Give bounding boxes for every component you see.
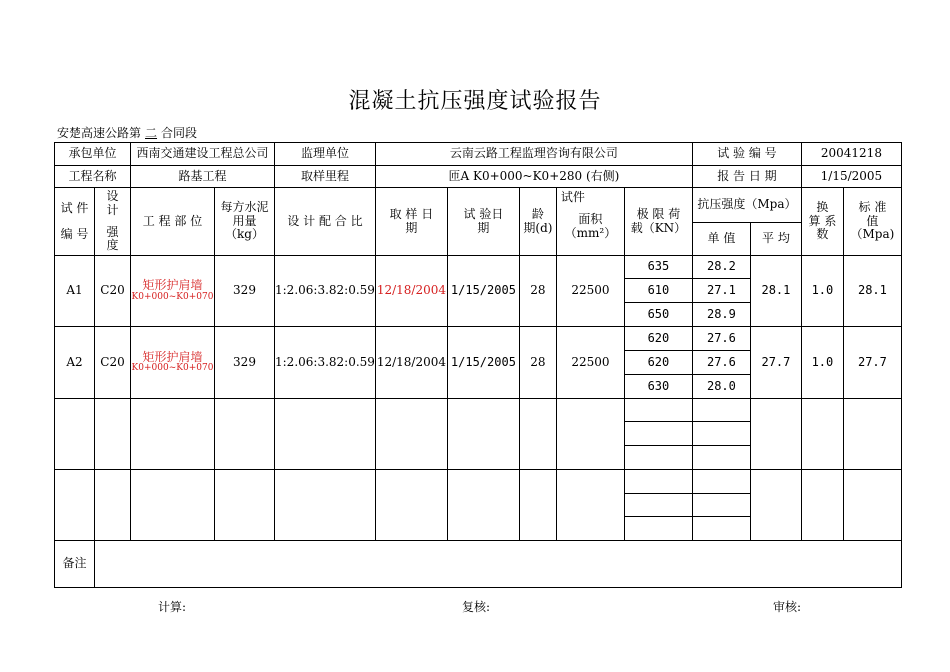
report-date-label: 报 告 日 期 (692, 166, 801, 188)
table-row (55, 256, 902, 279)
audit-signature-label: 审核: (773, 600, 802, 614)
load-value: 635 (624, 256, 692, 279)
specimen-no-header (55, 188, 95, 256)
sampling-value: 匝A K0+000~K0+280 (右侧) (375, 166, 692, 188)
empty-cell (447, 399, 519, 470)
load-h2: 载（KN） (630, 220, 687, 235)
design-strength-h4: 度 (106, 238, 119, 253)
cement-h2: 用量 (232, 213, 257, 228)
single-value: 27.1 (692, 279, 750, 303)
std-value: 28.1 (843, 256, 901, 327)
std-h1: 标 准 (858, 199, 887, 214)
load-header (624, 188, 692, 256)
single-header: 单 值 (692, 223, 750, 256)
empty-cell (750, 399, 801, 470)
project-value: 路基工程 (131, 166, 275, 188)
std-h3: （Mpa) (850, 227, 895, 242)
specimen-no-header-line1: 试 件 (60, 200, 89, 215)
design-strength-h2: 计 (106, 202, 119, 217)
std-h2: 值 (866, 213, 879, 228)
empty-cell (215, 470, 275, 541)
sample-date-h1: 取 样 日 (389, 206, 434, 221)
single-value: 27.6 (692, 327, 750, 351)
empty-cell (447, 470, 519, 541)
design-strength-header (95, 188, 131, 256)
contractor-label: 承包单位 (55, 143, 131, 166)
report-table (54, 142, 902, 588)
empty-cell (556, 470, 624, 541)
test-no-label: 试 验 编 号 (692, 143, 801, 166)
report-date-value: 1/15/2005 (801, 166, 901, 188)
part-chainage: K0+000~K0+070 (131, 291, 214, 302)
empty-cell (692, 494, 750, 517)
design-strength-h1: 设 (106, 188, 119, 203)
age-header (519, 188, 556, 256)
cement-value: 329 (215, 327, 275, 399)
empty-cell (275, 470, 376, 541)
test-date-h2: 期 (477, 220, 490, 235)
age-value: 28 (519, 256, 556, 327)
empty-cell (624, 494, 692, 517)
remarks-label: 备注 (55, 541, 95, 588)
contract-number: 二 (145, 126, 158, 140)
part-cell (131, 327, 215, 399)
header-row-1 (55, 188, 902, 223)
mix-value: 1:2.06:3.82:0.59 (275, 327, 376, 399)
empty-cell (624, 399, 692, 422)
area-value: 22500 (556, 256, 624, 327)
sample-date-h2: 期 (405, 220, 418, 235)
empty-cell (624, 422, 692, 446)
age-h1: 龄 (531, 206, 544, 221)
sample-date-value: 12/18/2004 (375, 256, 447, 327)
factor-h1: 换 (816, 199, 829, 214)
average-value: 27.7 (750, 327, 801, 399)
contractor-value: 西南交通建设工程总公司 (131, 143, 275, 166)
factor-h2: 算 系 (808, 213, 837, 228)
factor-value: 1.0 (801, 256, 843, 327)
calc-signature-label: 计算: (158, 600, 187, 614)
test-no-value: 20041218 (801, 143, 901, 166)
part-name: 矩形护肩墙 (142, 278, 203, 293)
cement-h3: （kg） (225, 227, 264, 242)
load-h1: 极 限 荷 (636, 206, 681, 221)
load-value: 620 (624, 351, 692, 375)
empty-cell (275, 399, 376, 470)
cement-header (215, 188, 275, 256)
empty-cell (519, 470, 556, 541)
area-h3: （mm²） (564, 225, 617, 240)
project-label: 工程名称 (55, 166, 131, 188)
average-header: 平 均 (750, 223, 801, 256)
part-cell (131, 256, 215, 327)
empty-cell (692, 446, 750, 470)
load-value: 650 (624, 303, 692, 327)
empty-cell (131, 399, 215, 470)
mix-header: 设 计 配 合 比 (275, 188, 376, 256)
report-title: 混凝土抗压强度试验报告 (348, 89, 602, 114)
area-header (556, 188, 624, 256)
contract-section (57, 124, 197, 141)
grade: C20 (95, 256, 131, 327)
specimen-no-header-line2: 编 号 (60, 226, 89, 241)
empty-cell (131, 470, 215, 541)
info-row-1 (55, 143, 902, 166)
single-value: 28.0 (692, 375, 750, 399)
empty-cell (801, 399, 843, 470)
part-name: 矩形护肩墙 (142, 349, 203, 364)
empty-cell (215, 399, 275, 470)
test-date-header (447, 188, 519, 256)
empty-cell (95, 470, 131, 541)
empty-cell (692, 517, 750, 541)
load-value: 630 (624, 375, 692, 399)
test-date-h1: 试 验日 (463, 206, 504, 221)
empty-cell (692, 422, 750, 446)
test-date-value: 1/15/2005 (447, 256, 519, 327)
info-row-2 (55, 166, 902, 188)
load-value: 620 (624, 327, 692, 351)
age-value: 28 (519, 327, 556, 399)
empty-cell (692, 399, 750, 422)
single-value: 28.2 (692, 256, 750, 279)
empty-cell (55, 399, 95, 470)
supervisor-label: 监理单位 (275, 143, 376, 166)
sampling-label: 取样里程 (275, 166, 376, 188)
empty-cell (801, 470, 843, 541)
area-h2: 面积 (578, 211, 603, 226)
mix-value: 1:2.06:3.82:0.59 (275, 256, 376, 327)
age-h2: 期(d) (523, 220, 553, 235)
average-value: 28.1 (750, 256, 801, 327)
remarks-row (55, 541, 902, 588)
empty-cell (556, 399, 624, 470)
empty-cell (843, 470, 901, 541)
strength-header: 抗压强度（Mpa） (692, 188, 801, 223)
design-strength-h3: 强 (106, 224, 119, 239)
sample-date-value: 12/18/2004 (375, 327, 447, 399)
contract-suffix: 合同段 (161, 126, 198, 140)
std-header (843, 188, 901, 256)
factor-h3: 数 (816, 227, 829, 242)
empty-cell (95, 399, 131, 470)
factor-header (801, 188, 843, 256)
cement-h1: 每方水泥 (220, 199, 269, 214)
factor-value: 1.0 (801, 327, 843, 399)
part-chainage: K0+000~K0+070 (131, 363, 214, 374)
part-header: 工 程 部 位 (131, 188, 215, 256)
contract-prefix: 安楚高速公路第 (57, 126, 142, 140)
single-value: 27.6 (692, 351, 750, 375)
review-signature-label: 复核: (462, 600, 491, 614)
table-row (55, 327, 902, 351)
empty-cell (624, 470, 692, 494)
single-value: 28.9 (692, 303, 750, 327)
load-value: 610 (624, 279, 692, 303)
area-h1: 试件 (560, 190, 585, 204)
grade: C20 (95, 327, 131, 399)
empty-cell (624, 446, 692, 470)
std-value: 27.7 (843, 327, 901, 399)
supervisor-value: 云南云路工程监理咨询有限公司 (375, 143, 692, 166)
empty-cell (375, 399, 447, 470)
remarks-value (95, 541, 902, 588)
empty-cell (692, 470, 750, 494)
test-date-value: 1/15/2005 (447, 327, 519, 399)
sample-date-header (375, 188, 447, 256)
empty-row (55, 399, 902, 422)
area-value: 22500 (556, 327, 624, 399)
empty-cell (843, 399, 901, 470)
specimen-id: A2 (55, 327, 95, 399)
empty-cell (55, 470, 95, 541)
empty-cell (624, 517, 692, 541)
empty-row (55, 470, 902, 494)
empty-cell (519, 399, 556, 470)
empty-cell (375, 470, 447, 541)
empty-cell (750, 470, 801, 541)
cement-value: 329 (215, 256, 275, 327)
specimen-id: A1 (55, 256, 95, 327)
